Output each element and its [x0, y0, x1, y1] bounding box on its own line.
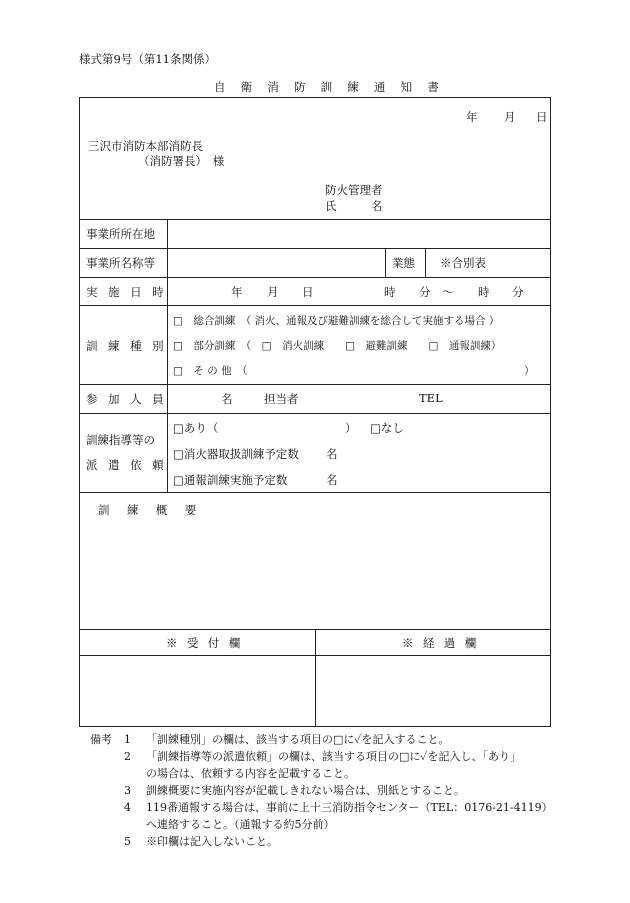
form-number: 様式第9号（第11条関係） [79, 52, 216, 66]
dt-month: 月 [267, 285, 279, 299]
participants-label: 参 加 人 員 [86, 392, 168, 406]
tel-label: TEL [419, 391, 443, 405]
dispatch-yes-close: ） [345, 421, 357, 435]
note-item: 備考 1 「訓練種別」の欄は、該当する項目の□に✓を記入すること。 [90, 733, 450, 746]
training-option-other-close: ） [524, 365, 535, 377]
remarks-heading: 備考 [90, 733, 112, 746]
business-name-label: 事業所名称等 [86, 256, 155, 270]
training-summary-label: 訓 練 概 要 [98, 503, 204, 517]
divider [80, 413, 550, 414]
note-item: 3 訓練概要に実施内容が記載しきれない場合は、別紙とすること。 [124, 784, 465, 797]
dispatch-label-line2: 派 遣 依 頼 [86, 458, 168, 472]
participants-unit: 名 [221, 392, 233, 406]
divider [80, 384, 550, 385]
training-option-partial: □ 部分訓練 （ □ 消火訓練 □ 避難訓練 □ 通報訓練） [173, 340, 502, 352]
dt-minute-start: 分 [419, 285, 431, 299]
notification-form [79, 97, 551, 727]
note-item: へ連絡すること。（通報する約5分前） [146, 818, 335, 831]
datetime-label: 実 施 日 時 [86, 285, 168, 299]
note-item: 4 119番通報する場合は、事前に上十三消防指令センター（TEL：0176-21-4119） [124, 801, 553, 814]
dt-range-tilde: ～ [442, 285, 454, 299]
divider [80, 277, 550, 278]
divider [425, 248, 426, 277]
dt-day: 日 [302, 285, 314, 299]
person-in-charge-label: 担当者 [264, 392, 299, 406]
divider [385, 248, 386, 277]
dispatch-yes: □あり（ [173, 421, 219, 435]
label-column-divider [167, 219, 168, 492]
address-label: 事業所所在地 [86, 227, 155, 241]
dispatch-no: □なし [370, 421, 404, 435]
note-item: 2 「訓練指導等の派遣依頼」の欄は、該当する項目の□に✓を記入し、「あり」 [124, 750, 521, 763]
divider [80, 219, 550, 220]
divider [80, 248, 550, 249]
date-day: 日 [536, 110, 548, 124]
remarks [90, 731, 560, 850]
dt-year: 年 [231, 285, 243, 299]
date-year: 年 [466, 110, 478, 124]
dt-hour-start: 時 [384, 285, 396, 299]
fire-manager-title: 防火管理者 [325, 183, 383, 197]
training-option-other: □ そ の 他 （ [173, 365, 248, 377]
divider [80, 305, 550, 306]
form-title: 自 衛 消 防 訓 練 通 知 書 [214, 80, 445, 94]
date-month: 月 [504, 110, 516, 124]
addressee-line2: （消防署長） 様 [138, 154, 225, 168]
divider [80, 492, 550, 493]
dt-minute-end: 分 [512, 285, 524, 299]
training-type-label: 訓 練 種 別 [86, 339, 168, 353]
report-unit: 名 [326, 473, 338, 487]
business-type-label: 業態 [392, 256, 415, 270]
note-item: の場合は、依頼する内容を記載すること。 [146, 767, 355, 780]
name-label: 氏 名 [325, 199, 383, 213]
extinguisher-unit: 名 [326, 447, 338, 461]
report-training-count: □通報訓練実施予定数 [173, 473, 288, 487]
training-option-general: □ 総合訓練 （ 消火、通報及び避難訓練を総合して実施する場合 ） [173, 315, 500, 327]
extinguisher-training-count: □消火器取扱訓練予定数 [173, 447, 299, 461]
business-type-value: ※合別表 [440, 256, 486, 270]
reception-label: ※ 受 付 欄 [166, 636, 244, 650]
note-item: 5 ※印欄は記入しないこと。 [124, 835, 278, 848]
progress-label: ※ 経 過 欄 [402, 636, 480, 650]
dt-hour-end: 時 [478, 285, 490, 299]
addressee-line1: 三沢市消防本部消防長 [88, 139, 203, 153]
dispatch-label-line1: 訓練指導等の [86, 433, 155, 447]
divider [315, 629, 316, 726]
